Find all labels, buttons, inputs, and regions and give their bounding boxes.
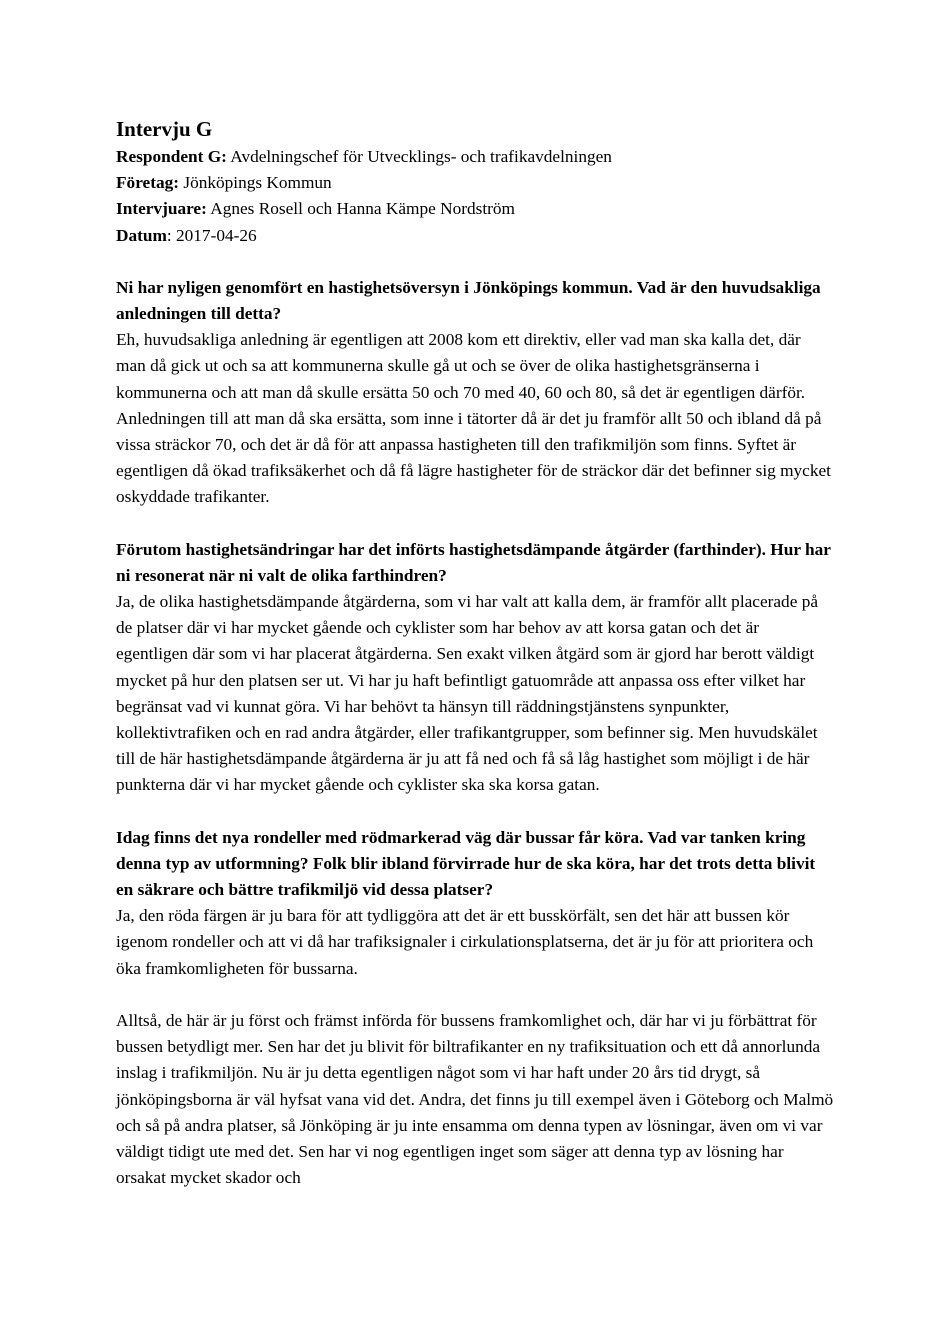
meta-respondent	[116, 144, 834, 170]
answer-2: Ja, de olika hastighetsdämpande åtgärderna, som vi har valt att kalla dem, är framför allt placerade på de platser där vi har mycket gående och cyklister som har behov av att korsa gatan och det är egentligen där som vi har placerat åtgärderna. Sen exakt vilken åtgärd som är gjord har berott väldigt mycket på hur den platsen ser ut. Vi har ju haft befintligt gatuområde att anpassa oss efter vilket har begränsat vad vi kunnat göra. Vi har behövt ta hänsyn till räddningstjänstens synpunkter, kollektivtrafiken och en rad andra åtgärder, eller trafikantgrupper, som befinner sig. Men huvudskälet till de här hastighetsdämpande åtgärderna är ju att få ned och få så låg hastighet som möjligt i de här punkterna där vi har mycket gående och cyklister ska ska korsa gatan.	[116, 592, 819, 795]
meta-respondent-value: Avdelningschef för Utvecklings- och trafikavdelningen	[226, 147, 612, 166]
interview-title: Intervju G	[116, 117, 213, 141]
question-1: Ni har nyligen genomfört en hastighetsöversyn i Jönköpings kommun. Vad är den huvudsakliga anledningen till detta?	[116, 277, 821, 324]
qa-section-2	[116, 537, 834, 799]
meta-interviewers-label: Intervjuare:	[116, 199, 207, 219]
meta-date	[116, 223, 834, 249]
meta-interviewers	[116, 196, 834, 222]
qa-section-1	[116, 275, 834, 511]
answer-3: Ja, den röda färgen är ju bara för att tydliggöra att det är ett busskörfält, sen det här att bussen kör igenom rondeller och att vi då har trafiksignaler i cirkulationsplatserna, det är ju för att prioritera och öka framkomligheten för bussarna.	[116, 906, 814, 978]
answer-3-continued: Alltså, de här är ju först och främst införda för bussens framkomlighet och, där har vi ju förbättrat för bussen betydligt mer. Sen har det ju blivit för biltrafikanter en ny trafiksituation och ett då annorlunda inslag i trafikmiljön. Nu är ju detta egentligen något som vi har haft under 20 års tid drygt, så jönköpingsborna är väl hyfsat vana vid det. Andra, det finns ju till exempel även i Göteborg och Malmö och så på andra platser, så Jönköping är ju inte ensamma om denna typen av lösningar, även om vi var väldigt tidigt ute med det. Sen har vi nog egentligen inget som säger att denna typ av lösning har orsakat mycket skador och	[116, 1010, 834, 1188]
answer-1: Eh, huvudsakliga anledning är egentligen att 2008 kom ett direktiv, eller vad man ska kalla det, där man då gick ut och sa att kommunerna skulle gå ut och se över de olika hastighetsgränserna i kommunerna och att man då skulle ersätta 50 och 70 med 40, 60 och 80, så det är egentligen därför. Anledningen till att man då ska ersätta, som inne i tätorter då är det ju framför allt 50 och ibland då på vissa sträckor 70, och det är då för att anpassa hastigheten till den trafikmiljön som finns. Syftet är egentligen då ökad trafiksäkerhet och då få lägre hastigheter för de sträckor där det befinner sig mycket oskyddade trafikanter.	[116, 330, 831, 507]
question-3: Idag finns det nya rondeller med rödmarkerad väg där bussar får köra. Vad var tanken kring denna typ av utformning? Folk blir ibland förvirrade hur de ska köra, har det trots detta blivit en säkrare och bättre trafikmiljö vid dessa platser?	[116, 827, 816, 900]
meta-date-label: Datum	[116, 225, 167, 245]
document-content	[116, 116, 834, 1191]
qa-section-3	[116, 825, 834, 1192]
meta-company	[116, 170, 834, 196]
meta-interviewers-value: Agnes Rosell och Hanna Kämpe Nordström	[206, 199, 516, 219]
meta-date-value: : 2017-04-26	[166, 225, 257, 245]
meta-company-value: Jönköpings Kommun	[179, 173, 332, 193]
meta-company-label: Företag:	[116, 173, 180, 193]
meta-respondent-label: Respondent G:	[116, 147, 227, 166]
question-2: Förutom hastighetsändringar har det införts hastighetsdämpande åtgärder (farthinder). Hur har ni resonerat när ni valt de olika farthindren?	[116, 539, 831, 585]
